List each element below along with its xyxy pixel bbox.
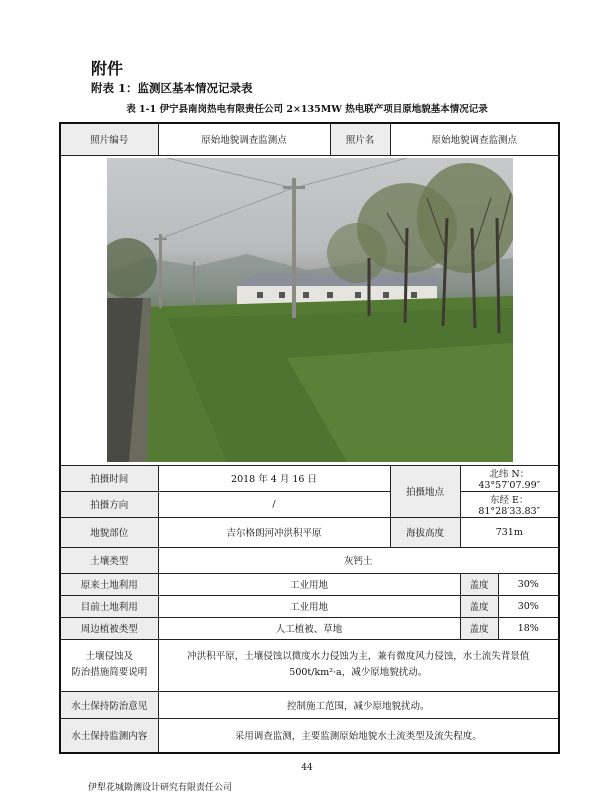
vegetation-row — [60, 617, 559, 639]
appendix-heading: 附件 — [91, 59, 124, 78]
original-coverage-value: 30% — [498, 573, 559, 595]
photo-name-value: 原始地貌调查监测点 — [390, 123, 559, 155]
soil-value: 灰钙土 — [158, 547, 559, 573]
vegetation-coverage-value: 18% — [498, 617, 559, 639]
vegetation-label: 周边植被类型 — [60, 617, 158, 639]
schedule-heading: 附表 1：监测区基本情况记录表 — [91, 81, 253, 95]
monitoring-row — [60, 718, 559, 753]
footer-company: 伊犁花城勘测设计研究有限责任公司 — [88, 783, 233, 793]
advice-text: 控制施工范围，减少原地貌扰动。 — [158, 691, 559, 718]
altitude-label: 海拔高度 — [390, 517, 460, 547]
site-photo-drawing — [107, 158, 513, 462]
vegetation-coverage-label: 盖度 — [460, 617, 498, 639]
shoot-time-value: 2018 年 4 月 16 日 — [158, 465, 390, 491]
advice-label: 水土保持防治意见 — [60, 691, 158, 718]
current-land-use-row — [60, 595, 559, 617]
photo-no-value: 原始地貌调查监测点 — [158, 123, 330, 155]
longitude-value: 东经 E：81°28′33.83″ — [460, 491, 559, 517]
erosion-row — [60, 639, 559, 691]
record-table — [59, 122, 560, 754]
erosion-label — [60, 639, 158, 691]
monitoring-label: 水土保持监测内容 — [60, 718, 158, 753]
page-number: 44 — [301, 763, 313, 773]
landform-row — [60, 517, 559, 547]
shoot-direction-row — [60, 491, 559, 517]
shoot-direction-label: 拍摄方向 — [60, 491, 158, 517]
shoot-direction-value: / — [158, 491, 390, 517]
altitude-value: 731m — [460, 517, 559, 547]
original-coverage-label: 盖度 — [460, 573, 498, 595]
original-land-use-label: 原来土地利用 — [60, 573, 158, 595]
erosion-label-line1: 土壤侵蚀及 — [85, 651, 133, 662]
photo-no-label: 照片编号 — [60, 123, 158, 155]
latitude-value: 北纬 N：43°57′07.99″ — [460, 465, 559, 491]
original-land-use-value: 工业用地 — [158, 573, 460, 595]
original-land-use-row — [60, 573, 559, 595]
erosion-label-line2: 防治措施简要说明 — [71, 667, 148, 678]
soil-row — [60, 547, 559, 573]
photo-row — [60, 155, 559, 465]
shoot-time-label: 拍摄时间 — [60, 465, 158, 491]
landform-label: 地貌部位 — [60, 517, 158, 547]
shoot-time-row — [60, 465, 559, 491]
vegetation-value: 人工植被、草地 — [158, 617, 460, 639]
photo-name-label: 照片名 — [330, 123, 390, 155]
soil-label: 土壤类型 — [60, 547, 158, 573]
monitoring-text: 采用调查监测，主要监测原始地貌水土流类型及流失程度。 — [158, 718, 559, 753]
table-title: 表 1-1 伊宁县南岗热电有限责任公司 2×135MW 热电联产项目原地貌基本情况记录 — [126, 104, 488, 115]
advice-row — [60, 691, 559, 718]
current-land-use-value: 工业用地 — [158, 595, 460, 617]
shoot-place-label: 拍摄地点 — [390, 465, 460, 517]
current-coverage-label: 盖度 — [460, 595, 498, 617]
landform-value: 吉尔格朗河冲洪积平原 — [158, 517, 390, 547]
table-header-row — [60, 123, 559, 155]
site-photo — [107, 158, 513, 462]
current-coverage-value: 30% — [498, 595, 559, 617]
erosion-text: 冲洪积平原，土壤侵蚀以微度水力侵蚀为主，兼有微度风力侵蚀，水土流失背景值 500t/km²·a，减少原地貌扰动。 — [158, 639, 559, 691]
current-land-use-label: 目前土地利用 — [60, 595, 158, 617]
